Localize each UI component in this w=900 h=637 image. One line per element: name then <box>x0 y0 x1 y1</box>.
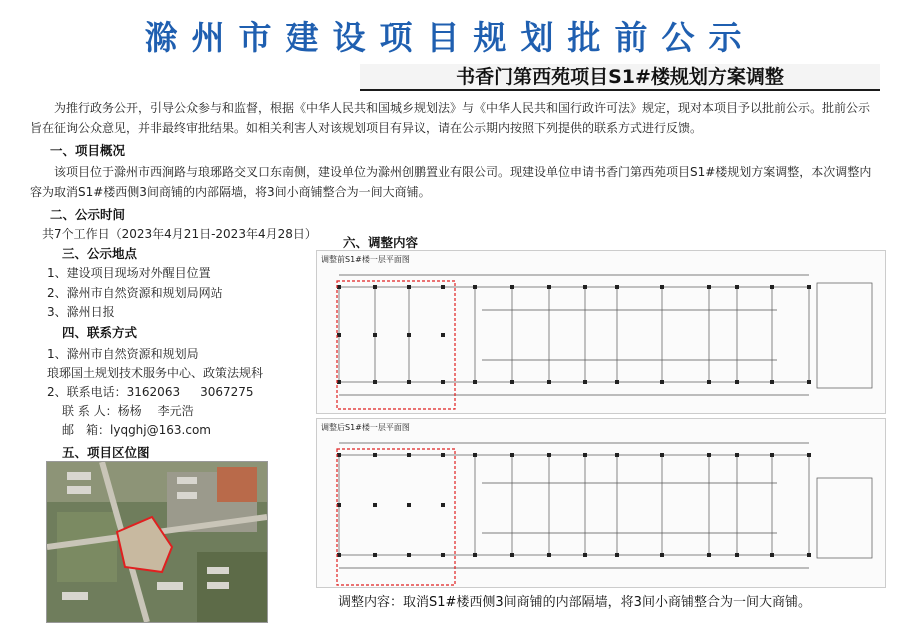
section3-item-1: 1、建设项目现场对外醒目位置 <box>47 266 211 280</box>
section6-heading: 六、调整内容 <box>343 235 419 250</box>
plan-after <box>316 418 886 588</box>
plan-before <box>316 250 886 414</box>
contact-phone-row <box>47 383 254 401</box>
section3-heading: 三、公示地点 <box>62 246 138 261</box>
section1-heading: 一、项目概况 <box>50 143 126 158</box>
section2-heading: 二、公示时间 <box>50 207 126 222</box>
subtitle-underline <box>360 89 880 91</box>
section4-heading: 四、联系方式 <box>62 325 138 340</box>
section3-item-2: 2、滁州市自然资源和规划局网站 <box>47 286 223 300</box>
intro-paragraph: 为推行政务公开，引导公众参与和监督，根据《中华人民共和国城乡规划法》与《中华人民共和国行政许可法》规定，现对本项目予以批前公示。批前公示旨在征询公众意见，并非最终审批结果。如相关利害人对该规划项目有异议，请在公示期内按照下列提供的联系方式进行反馈。 <box>30 101 871 135</box>
contact-dept: 琅琊国土规划技术服务中心、政策法规科 <box>47 366 264 380</box>
contact-org: 1、滁州市自然资源和规划局 <box>47 347 199 361</box>
page-title: 滁州市建设项目规划批前公示 <box>144 18 756 57</box>
section2-body: 共7个工作日（2023年4月21日-2023年4月28日） <box>42 227 317 241</box>
email-address: lyqghj@163.com <box>110 423 211 437</box>
email-label: 邮 箱： <box>62 423 111 437</box>
plan-after-drawing <box>317 433 885 587</box>
plan-after-label: 调整后S1#楼一层平面图 <box>321 423 410 432</box>
contact-email-row <box>62 421 211 439</box>
phone-1: 3162063 <box>126 385 181 399</box>
page-subtitle: 书香门第西苑项目S1#楼规划方案调整 <box>456 66 784 88</box>
contact-label: 联 系 人： <box>62 404 118 418</box>
location-satellite-map <box>46 461 268 623</box>
contact-person-1: 杨杨 <box>117 404 142 418</box>
phone-label: 2、联系电话： <box>47 385 127 399</box>
section3-item-3: 3、滁州日报 <box>47 305 115 319</box>
contact-person-row <box>62 402 194 420</box>
plan-before-drawing <box>317 265 885 413</box>
adjustment-summary: 调整内容：取消S1#楼西侧3间商铺的内部隔墙，将3间小商铺整合为一间大商铺。 <box>338 595 811 610</box>
section5-heading: 五、项目区位图 <box>62 445 150 460</box>
satellite-image <box>47 462 267 622</box>
contact-person-2: 李元浩 <box>157 404 194 418</box>
plan-before-label: 调整前S1#楼一层平面图 <box>321 255 410 264</box>
section1-body: 该项目位于滁州市西涧路与琅琊路交叉口东南侧，建设单位为滁州创鹏置业有限公司。现建设单位申请书香门第西苑项目S1#楼规划方案调整，本次调整内容为取消S1#楼西侧3间商铺的内部隔墙，将3间小商铺整合为一间大商铺。 <box>30 165 872 199</box>
phone-2: 3067275 <box>200 385 254 399</box>
